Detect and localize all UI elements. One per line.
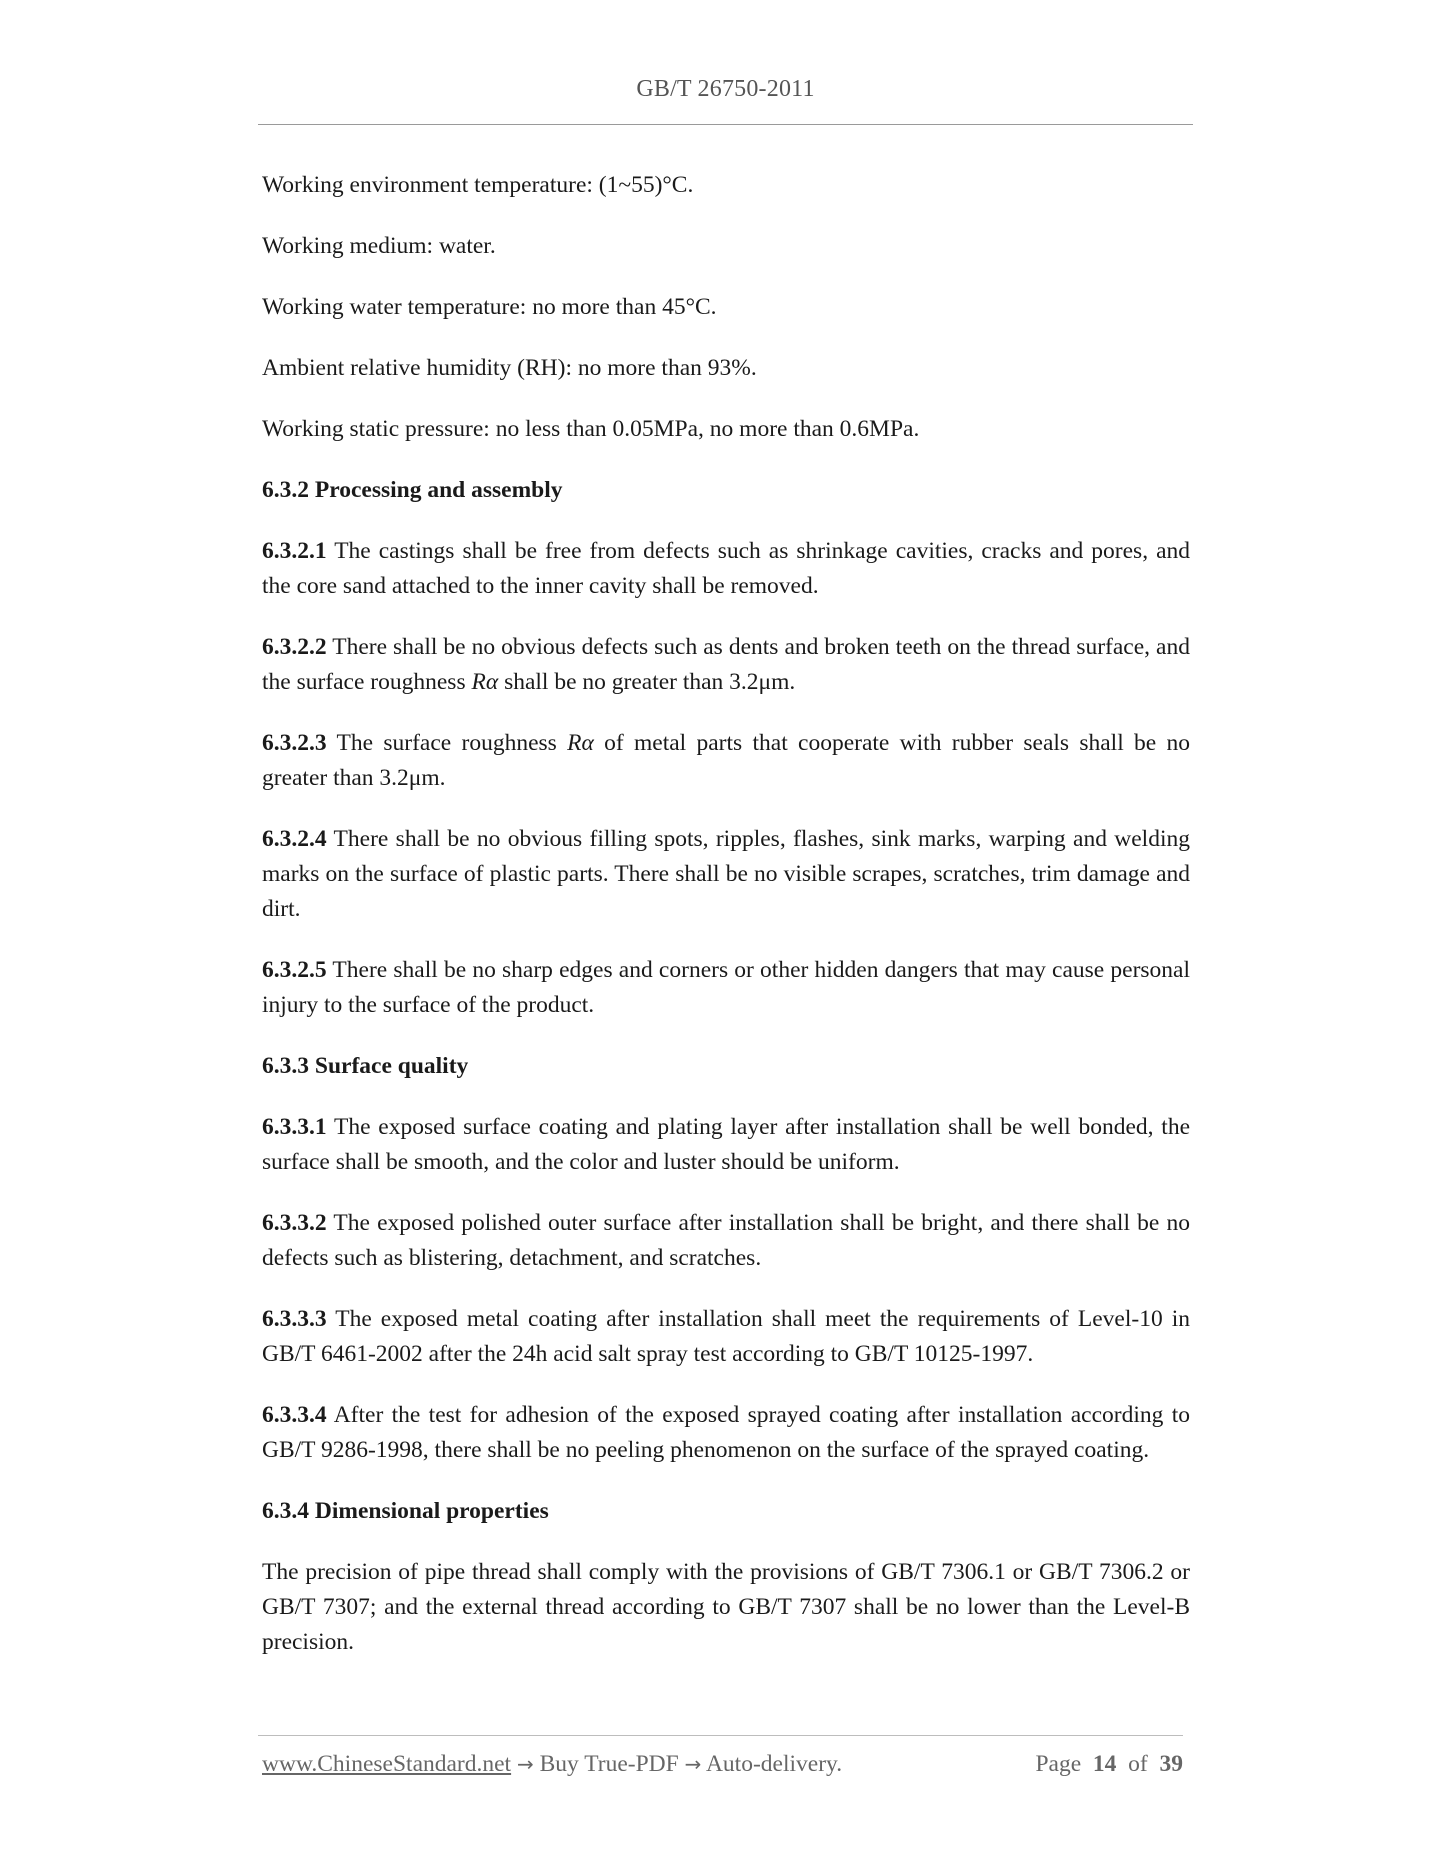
header-divider [258, 124, 1193, 125]
clause-6-3-3-4 [262, 1398, 1190, 1468]
paragraph-text: Ambient relative humidity (RH): no more than 93%. [262, 355, 757, 381]
current-page-number: 14 [1092, 1751, 1117, 1777]
roughness-symbol: Rα [567, 730, 594, 756]
arrow-right-icon: → [516, 1752, 534, 1776]
paragraph-text: Working static pressure: no less than 0.05MPa, no more than 0.6MPa. [262, 416, 920, 442]
page-counter [1035, 1751, 1183, 1778]
clause-6-3-2-4 [262, 822, 1190, 927]
clause-number: 6.3.2.3 [262, 730, 327, 756]
paragraph-text: Working medium: water. [262, 233, 496, 259]
total-pages-number: 39 [1159, 1751, 1183, 1777]
page-header-standard-code: GB/T 26750-2011 [636, 76, 815, 102]
clause-6-3-3-3 [262, 1302, 1190, 1372]
clause-number: 6.3.3.3 [262, 1306, 327, 1332]
paragraph-working-environment-temperature [262, 168, 1190, 203]
page-footer [262, 1751, 1183, 1787]
auto-delivery-text: Auto-delivery. [705, 1751, 843, 1777]
clause-6-3-2-1 [262, 534, 1190, 604]
document-body [262, 168, 1190, 1686]
heading-text: 6.3.3 Surface quality [262, 1053, 469, 1079]
paragraph-pipe-thread-precision [262, 1555, 1190, 1660]
clause-6-3-2-3 [262, 726, 1190, 796]
clause-text: The exposed surface coating and plating layer after installation shall be well bonded, the surface shall be smooth, and the color and luster should be uniform. [262, 1114, 1190, 1175]
clause-number: 6.3.3.2 [262, 1210, 327, 1236]
site-link[interactable]: www.ChineseStandard.net [262, 1751, 512, 1777]
footer-promo [262, 1751, 842, 1778]
clause-6-3-2-2 [262, 630, 1190, 700]
clause-text: After the test for adhesion of the exposed sprayed coating after installation according to GB/T 9286-1998, there shall be no peeling phenomenon on the surface of the sprayed coating. [262, 1402, 1190, 1463]
roughness-symbol: Rα [471, 669, 499, 695]
paragraph-text: Working water temperature: no more than 45°C. [262, 294, 717, 320]
buy-true-pdf-text: Buy True-PDF [539, 1751, 679, 1777]
paragraph-text: The precision of pipe thread shall comply with the provisions of GB/T 7306.1 or GB/T 7306.2 or GB/T 7307; and the external thread according to GB/T 7307 shall be no lower than the Level-B precision. [262, 1559, 1190, 1655]
clause-number: 6.3.2.4 [262, 826, 327, 852]
clause-text: The exposed metal coating after installation shall meet the requirements of Level-10 in GB/T 6461-2002 after the 24h acid salt spray test according to GB/T 10125-1997. [262, 1306, 1191, 1367]
clause-text: shall be no greater than 3.2μm. [504, 669, 796, 695]
clause-text: The surface roughness [336, 730, 557, 756]
clause-number: 6.3.2.5 [262, 957, 327, 983]
paragraph-working-static-pressure [262, 412, 1190, 447]
clause-number: 6.3.2.1 [262, 538, 327, 564]
clause-text: There shall be no sharp edges and corners or other hidden dangers that may cause personal injury to the surface of the product. [262, 957, 1191, 1018]
clause-text: of metal parts that cooperate with rubber seals shall be no greater than 3.2μm. [262, 730, 1191, 791]
section-heading-6-3-2 [262, 473, 1190, 508]
paragraph-working-water-temperature [262, 290, 1190, 325]
clause-6-3-2-5 [262, 953, 1190, 1023]
paragraph-working-medium [262, 229, 1190, 264]
clause-number: 6.3.2.2 [262, 634, 327, 660]
page-label: Page [1035, 1751, 1082, 1777]
paragraph-text: Working environment temperature: (1~55)°C. [262, 172, 694, 198]
footer-divider [258, 1735, 1183, 1736]
clause-text: The exposed polished outer surface after installation shall be bright, and there shall be no defects such as blistering, detachment, and scratches. [262, 1210, 1190, 1271]
clause-6-3-3-2 [262, 1206, 1190, 1276]
section-heading-6-3-3 [262, 1049, 1190, 1084]
clause-text: The castings shall be free from defects such as shrinkage cavities, cracks and pores, and the core sand attached to the inner cavity shall be removed. [262, 538, 1190, 599]
section-heading-6-3-4 [262, 1494, 1190, 1529]
paragraph-ambient-humidity [262, 351, 1190, 386]
clause-text: There shall be no obvious filling spots, ripples, flashes, sink marks, warping and welding marks on the surface of plastic parts. There shall be no visible scrapes, scratches, trim damage and dirt. [262, 826, 1190, 922]
heading-text: 6.3.4 Dimensional properties [262, 1498, 549, 1524]
clause-number: 6.3.3.1 [262, 1114, 327, 1140]
clause-6-3-3-1 [262, 1110, 1190, 1180]
heading-text: 6.3.2 Processing and assembly [262, 477, 563, 503]
clause-number: 6.3.3.4 [262, 1402, 327, 1428]
clause-text: There shall be no obvious defects such as dents and broken teeth on the thread surface, and the surface roughness [262, 634, 1190, 695]
arrow-right-icon: → [684, 1752, 702, 1776]
of-label: of [1128, 1751, 1148, 1777]
